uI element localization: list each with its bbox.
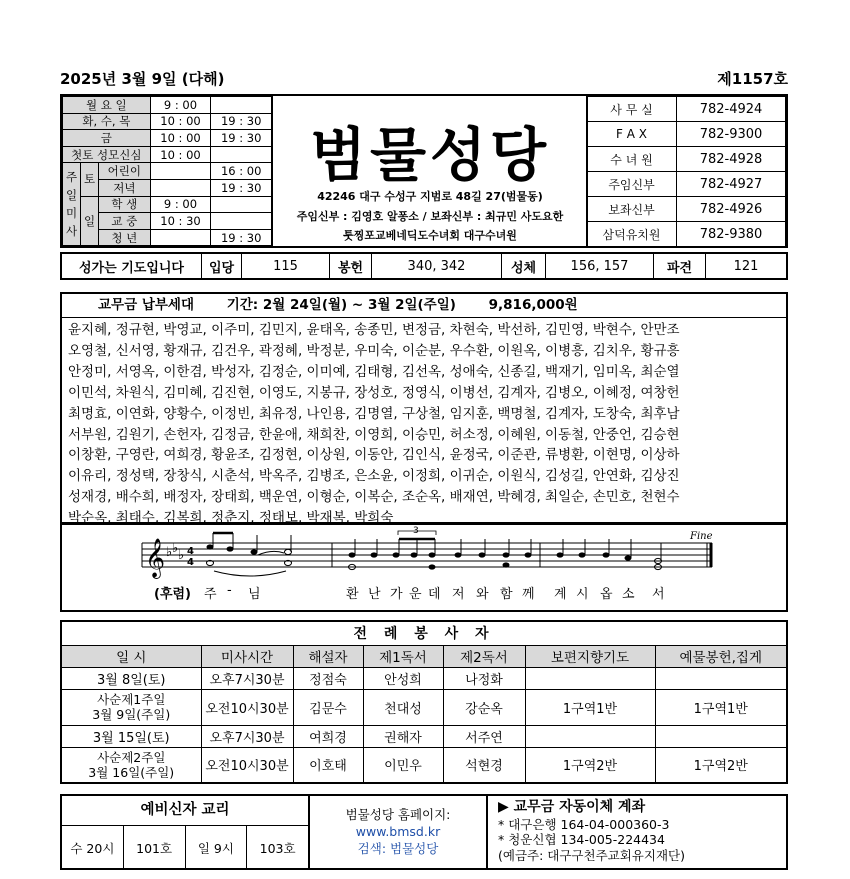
service-time: 오전10시30분 [201,747,293,783]
mass-time: 9 : 00 [150,196,211,213]
homepage-box [310,794,486,870]
mass-schedule-table [62,96,272,246]
donor-line: 이민석, 차원식, 김미혜, 김진현, 이영도, 지봉규, 장성호, 정영식, 이병선, 김계자, 김병오, 이혜정, 여창헌 [68,384,680,401]
mass-day: 첫토 성모신심 [63,146,151,163]
service-reader1: 천대성 [363,689,443,725]
service-table-box [60,620,788,786]
service-reader2: 나정화 [443,667,525,689]
church-address: 42246 대구 수성구 지범로 48길 27(범물동) [317,190,543,203]
church-title-box [272,96,588,246]
lyrics-line [62,583,786,603]
lyric-syllable: 환 [346,587,359,602]
note-stems [213,533,661,561]
fine-mark: Fine [690,531,713,542]
issue-number: 제1157호 [717,70,788,88]
donor-header [62,294,786,318]
homepage-link[interactable]: www.bmsd.kr [355,824,441,839]
donor-line: 오영철, 신서영, 황재규, 김건우, 곽정혜, 박정분, 우미숙, 이순분, 우수환, 이원옥, 이병흥, 김치우, 황규흥 [68,342,680,359]
service-reader2: 강순옥 [443,689,525,725]
music-score [60,524,788,612]
service-row [61,725,787,747]
mass-time [150,163,211,180]
donor-line: 이유리, 정성택, 장창식, 시춘석, 박옥주, 김병조, 은소윤, 이정희, 이귀순, 이원식, 김성길, 안연화, 김상진 [68,468,680,485]
service-prayer [525,667,655,689]
footer [60,794,788,870]
entrance-hymn: 115 [242,254,330,278]
service-header: 제1독서 [363,645,443,667]
mass-time: 10 : 00 [150,146,211,163]
lyric-syllable: 운 [409,587,422,602]
mass-time: 19 : 30 [211,130,272,147]
catechism-cell: 수 20시 [62,826,124,870]
entrance-label: 입당 [202,254,242,278]
mass-time: 19 : 30 [211,229,272,246]
service-date: 3월 15일(토) [61,725,201,747]
donor-line: 서부원, 김원기, 손헌자, 김정금, 한윤애, 채희찬, 이영희, 이승민, 허소정, 이혜원, 이동철, 안중언, 김승현 [68,426,680,443]
bank-account: * 대구은행 164-04-000360-3 [498,816,670,832]
mass-time: 19 : 30 [211,113,272,130]
catechism-row [62,826,308,870]
mass-time [211,196,272,213]
catechism-cell: 103호 [259,841,296,856]
mass-day: 화, 수, 목 [63,113,151,130]
service-prayer: 1구역2반 [525,747,655,783]
mass-time: 19 : 30 [211,179,272,196]
lyric-syllable: 옵 [600,587,613,602]
donor-line: 성재경, 배수희, 배정자, 장태희, 백운연, 이형순, 이복순, 조순옥, 배재연, 박혜경, 최일순, 손민호, 천현수 [68,489,680,506]
donor-line: 안정미, 서영옥, 이한겸, 박성자, 김정순, 이미예, 김태형, 김선옥, 성애숙, 신종길, 백재기, 임미옥, 최순열 [68,363,680,380]
mass-type: 학 생 [99,196,151,213]
contact-label: 주임신부 [587,172,677,197]
issue-date: 2025년 3월 9일 (다해) [60,70,225,88]
slur-curve [258,551,284,555]
lyric-syllable: - [227,583,232,598]
lyric-syllable: 데 [428,587,441,602]
service-title: 전 례 봉 사 자 [61,621,787,645]
contact-number: 782-4928 [677,147,786,172]
service-time: 오후7시30분 [201,725,293,747]
saturday-label: 토 [81,163,99,196]
refrain-label: (후렴) [154,587,191,602]
mass-time [150,229,211,246]
dismissal-label: 파견 [654,254,706,278]
catechism-cell: 일 9시 [186,826,248,870]
service-header: 예물봉헌,집게 [655,645,787,667]
service-header: 해설자 [293,645,363,667]
communion-hymn: 156, 157 [546,254,654,278]
mass-time: 9 : 00 [150,97,211,114]
lyric-syllable: 난 [368,587,381,602]
offertory-label: 봉헌 [330,254,372,278]
contact-label: 삼덕유치원 [587,222,677,247]
service-header: 미사시간 [201,645,293,667]
service-prayer: 1구역1반 [525,689,655,725]
service-reader1: 이민우 [363,747,443,783]
service-reader1: 권해자 [363,725,443,747]
sunday-mass-label: 주 일 미 사 [63,163,81,246]
contact-number: 782-9300 [677,122,786,147]
church-name: 범물성당 [309,121,551,189]
service-prayer [525,725,655,747]
lyric-syllable: 소 [622,587,635,602]
service-commentator: 김문수 [293,689,363,725]
lyric-syllable: 가 [390,587,403,602]
service-date: 사순제1주일 3월 9일(주일) [61,689,201,725]
service-time: 오후7시30분 [201,667,293,689]
flat-sign: ♭ [172,541,179,556]
contact-label: 보좌신부 [587,197,677,222]
flat-sign: ♭ [166,545,173,560]
catechism-box [60,794,310,870]
contact-number: 782-4927 [677,172,786,197]
bank-holder: (예금주: 대구구천주교회유지재단) [498,847,685,863]
church-sisters: 툿찡포교베네딕도수녀회 대구수녀원 [343,229,517,242]
triplet-number: 3 [413,526,419,536]
donor-line: 박순옥, 최태수, 김복희, 정춘지, 정태보, 박재복, 박희숙 [68,510,394,527]
service-table [60,620,788,784]
service-reader2: 석현경 [443,747,525,783]
donor-list-box [60,292,788,527]
contact-number: 782-4926 [677,197,786,222]
donor-amount: 9,816,000원 [488,297,578,313]
mass-time: 10 : 00 [150,113,211,130]
donor-period: 기간: 2월 24일(월) ~ 3월 2일(주일) [226,297,456,313]
donor-title: 교무금 납부세대 [98,297,194,313]
catechism-cell: 101호 [124,826,186,870]
service-reader1: 안성희 [363,667,443,689]
donor-line: 최명효, 이연화, 양황수, 이정빈, 최유정, 나인용, 김명열, 구상철, 임지훈, 백명철, 김계자, 도창숙, 최후남 [68,405,680,422]
mass-type: 교 중 [99,213,151,230]
service-row [61,689,787,725]
service-gift [655,667,787,689]
mass-time: 10 : 00 [150,130,211,147]
donor-line: 윤지혜, 정규현, 박영교, 이주미, 김민지, 윤태옥, 송종민, 변정금, 차현숙, 박선하, 김민영, 박현수, 안만조 [68,322,680,338]
homepage-search: 검색: 범물성당 [357,841,439,856]
time-signature: 4 [187,546,194,557]
treble-clef: 𝄞 [145,538,166,578]
catechism-title: 예비신자 교리 [62,796,308,826]
mass-type: 저녁 [99,179,151,196]
service-header: 보편지향기도 [525,645,655,667]
tie-curve [214,571,286,576]
time-signature: 4 [187,557,194,568]
contact-table [586,96,786,247]
hymn-bar [60,252,788,280]
service-commentator: 이호태 [293,747,363,783]
flat-sign: ♭ [178,548,185,563]
dismissal-hymn: 121 [733,258,759,274]
mass-time [211,97,272,114]
staff-svg [62,525,786,583]
service-date: 사순제2주일 3월 16일(주일) [61,747,201,783]
mass-type: 어린이 [99,163,151,180]
communion-label: 성체 [502,254,546,278]
lyric-syllable: 께 [522,587,535,602]
contact-number: 782-9380 [677,222,786,247]
homepage-label: 범물성당 홈페이지: [345,807,451,822]
bank-account: * 청운신협 134-005-224434 [498,832,665,847]
note-heads [207,544,662,569]
bank-title: ▶ 교무금 자동이체 계좌 [498,799,646,815]
mass-time: 16 : 00 [211,163,272,180]
church-priests: 주임신부 : 김영호 알퐁소 / 보좌신부 : 최규민 사도요한 [296,210,564,223]
mass-type: 청 년 [99,229,151,246]
service-row [61,667,787,689]
lyric-syllable: 주 [204,587,217,602]
service-commentator: 정점숙 [293,667,363,689]
bulletin-header [60,94,788,248]
bank-transfer-box [486,794,788,870]
contact-label: 수 녀 원 [587,147,677,172]
service-header: 제2독서 [443,645,525,667]
service-gift [655,725,787,747]
offertory-hymn: 340, 342 [372,254,502,278]
mass-time [150,179,211,196]
lyric-syllable: 시 [576,587,589,602]
service-reader2: 서주연 [443,725,525,747]
contact-label: F A X [587,122,677,147]
mass-time [211,213,272,230]
lyric-syllable: 계 [554,587,567,602]
mass-day: 월 요 일 [63,97,151,114]
service-header: 일 시 [61,645,201,667]
contact-number: 782-4924 [677,97,786,122]
lyric-syllable: 저 [452,587,465,602]
service-gift: 1구역2반 [655,747,787,783]
lyric-syllable: 와 [476,587,489,602]
mass-time: 10 : 30 [150,213,211,230]
service-time: 오전10시30분 [201,689,293,725]
top-line [60,68,788,90]
donor-line: 이창환, 구영란, 여희경, 황윤조, 김정현, 이상원, 이동안, 김인식, 윤정국, 이준관, 류병환, 이현명, 이상하 [68,447,680,464]
service-gift: 1구역1반 [655,689,787,725]
service-row [61,747,787,783]
lyric-syllable: 님 [248,587,261,602]
mass-time [211,146,272,163]
service-date: 3월 8일(토) [61,667,201,689]
service-commentator: 여희경 [293,725,363,747]
contact-label: 사 무 실 [587,97,677,122]
donor-names [62,318,786,529]
lyric-syllable: 서 [652,587,665,602]
mass-day: 금 [63,130,151,147]
lyric-syllable: 함 [500,587,513,602]
sunday-label: 일 [81,196,99,246]
hymn-banner: 성가는 기도입니다 [62,254,202,278]
